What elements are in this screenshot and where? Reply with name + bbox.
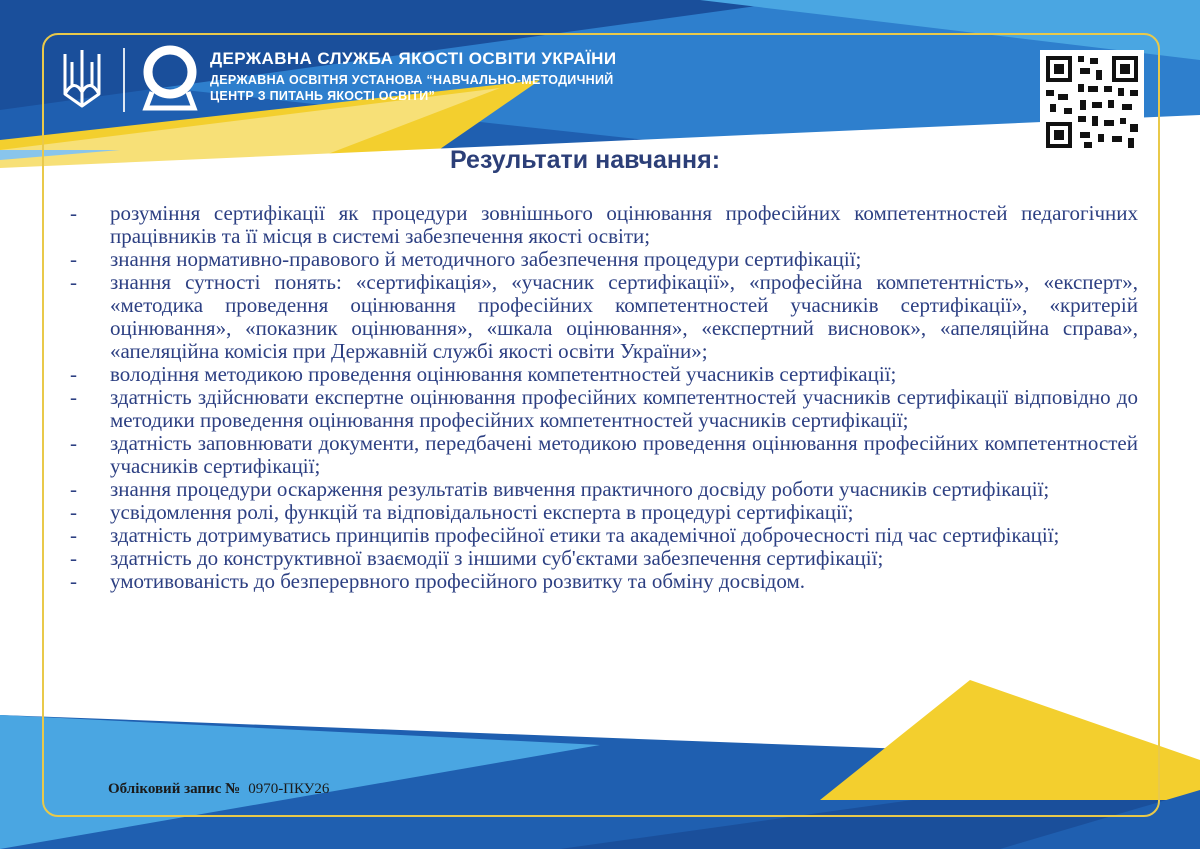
list-item-text: знання сутності понять: «сертифікація», «учасник сертифікації», «професійна компетентність», «експерт», «методика проведення оцінювання професійних компетентностей учасників сертифікації», «критерій оцінювання», «показник оцінювання», «шкала оцінювання», «експертний висновок», «апеляційна справа», «апеляційна комісія при Державній службі якості освіти України»; <box>110 270 1138 363</box>
list-item <box>70 363 1138 386</box>
list-item-text: знання нормативно-правового й методичного забезпечення процедури сертифікації; <box>110 247 862 271</box>
list-item-text: здатність здійснювати експертне оцінювання професійних компетентностей учасників сертифікації відповідно до методики проведення оцінювання професійних компетентностей учасників сертифікації; <box>110 385 1138 432</box>
list-item-text: знання процедури оскарження результатів вивчення практичного досвіду роботи учасників сертифікації; <box>110 477 1050 501</box>
service-logo-icon <box>138 42 202 114</box>
list-item <box>70 478 1138 501</box>
list-item-text: володіння методикою проведення оцінювання компетентностей учасників сертифікації; <box>110 362 897 386</box>
bullet-dash: - <box>70 523 77 547</box>
list-item <box>70 547 1138 570</box>
list-item <box>70 271 1138 363</box>
learning-outcomes-list <box>70 202 1138 593</box>
list-item-text: здатність заповнювати документи, передбачені методикою проведення оцінювання професійних компетентностей учасників сертифікації; <box>110 431 1138 478</box>
tryzub-emblem-icon <box>60 48 104 112</box>
list-item-text: умотивованість до безперервного професійного розвитку та обміну досвідом. <box>110 569 806 593</box>
qr-code-icon[interactable] <box>1040 50 1144 154</box>
page-title: Результати навчання: <box>450 146 721 174</box>
list-item <box>70 248 1138 271</box>
list-item-text: здатність до конструктивної взаємодії з іншими суб'єктами забезпечення сертифікації; <box>110 546 884 570</box>
bullet-dash: - <box>70 477 77 501</box>
list-item <box>70 432 1138 478</box>
bullet-dash: - <box>70 500 77 524</box>
record-label: Обліковий запис № <box>108 781 241 797</box>
bullet-dash: - <box>70 431 77 455</box>
list-item <box>70 524 1138 547</box>
list-item-text: усвідомлення ролі, функцій та відповідальності експерта в процедурі сертифікації; <box>110 500 854 524</box>
bullet-dash: - <box>70 569 77 593</box>
list-item <box>70 202 1138 248</box>
organization-subtitle: ДЕРЖАВНА ОСВІТНЯ УСТАНОВА “НАВЧАЛЬНО-МЕТОДИЧНИЙ ЦЕНТР З ПИТАНЬ ЯКОСТІ ОСВІТИ” <box>210 73 614 103</box>
organization-name: ДЕРЖАВНА СЛУЖБА ЯКОСТІ ОСВІТИ УКРАЇНИ <box>210 49 617 68</box>
bullet-dash: - <box>70 247 77 271</box>
list-item <box>70 386 1138 432</box>
list-item-text: розуміння сертифікації як процедури зовнішнього оцінювання професійних компетентностей педагогічних працівників та її місця в системі забезпечення якості освіти; <box>110 201 1138 248</box>
bullet-dash: - <box>70 270 77 294</box>
bullet-dash: - <box>70 385 77 409</box>
account-record <box>108 780 329 798</box>
bullet-dash: - <box>70 201 77 225</box>
bullet-dash: - <box>70 546 77 570</box>
record-number: 0970-ПКУ26 <box>248 781 330 797</box>
list-item-text: здатність дотримуватись принципів професійної етики та академічної доброчесності під час сертифікації; <box>110 523 1060 547</box>
logo-divider <box>123 48 125 112</box>
list-item <box>70 501 1138 524</box>
bullet-dash: - <box>70 362 77 386</box>
list-item <box>70 570 1138 593</box>
